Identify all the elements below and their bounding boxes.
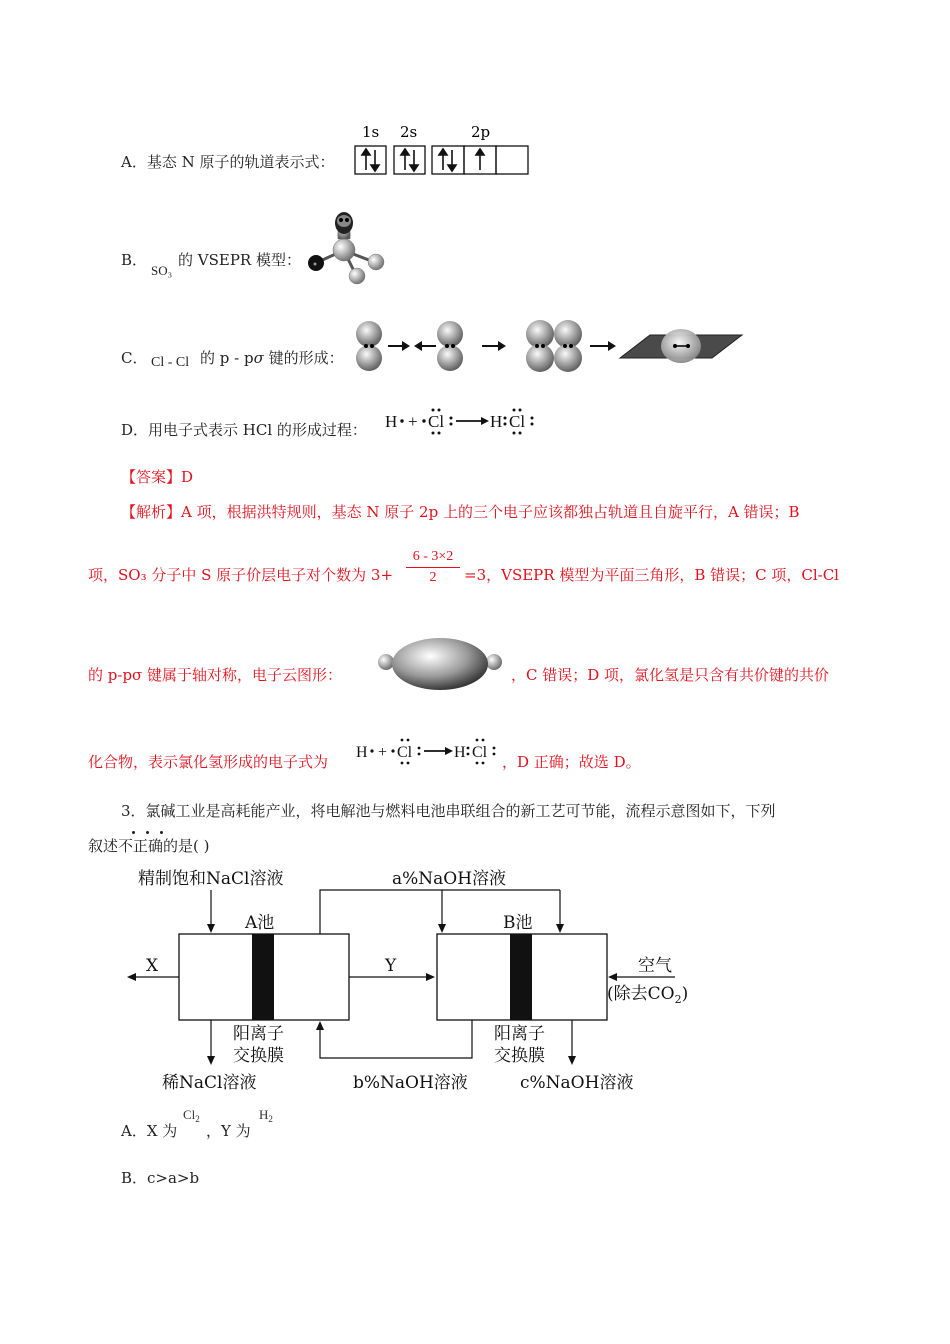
- analysis-line-2-post: =3，VSEPR 模型为平面三角形，B 错误；C 项，Cl-Cl: [464, 566, 839, 584]
- svg-text:H: H: [356, 744, 368, 761]
- outlet-naoh-b-label: b%NaOH溶液: [353, 1073, 468, 1093]
- emphasis-dot: [132, 831, 135, 834]
- air-label: 空气: [638, 956, 672, 976]
- option-c-prefix: C．: [121, 349, 148, 367]
- analysis-line-2-pre: 项，SO₃ 分子中 S 原子价层电子对个数为 3+: [88, 566, 394, 584]
- option-3a-pre: A．X 为: [121, 1122, 178, 1140]
- x-formula-text: Cl: [183, 1107, 196, 1122]
- y-formula-sub: 2: [268, 1114, 273, 1124]
- product-y-label: Y: [385, 956, 397, 976]
- svg-text:Cl: Cl: [472, 744, 488, 761]
- feed-nacl-label: 精制饱和NaCl溶液: [138, 869, 284, 889]
- analysis-line-4-post: ，D 正确；故选 D。: [502, 753, 641, 771]
- fraction-bar: [406, 567, 460, 568]
- fraction-denominator: 2: [429, 570, 437, 585]
- sigma-bond-electron-cloud-image: [370, 634, 510, 694]
- option-3a-x-formula: [183, 1107, 200, 1124]
- outlet-dilute-nacl-label: 稀NaCl溶液: [162, 1073, 257, 1093]
- orbital-header-2p: 2p: [471, 123, 491, 141]
- analysis-line-3-post: ，C 错误；D 项，氯化氢是只含有共价键的共价: [511, 666, 830, 684]
- option-b-label: [121, 250, 147, 270]
- pool-a-label: A池: [245, 913, 275, 933]
- option-3a-mid: ，Y 为: [206, 1122, 251, 1140]
- option-b-molecule: SO₃: [151, 263, 173, 278]
- orbital-header-2s: 2s: [400, 123, 418, 141]
- y-formula-text: H: [259, 1107, 269, 1122]
- x-formula-sub: 2: [195, 1114, 200, 1124]
- question-3-line-1: 3．氯碱工业是高耗能产业，将电解池与燃料电池串联组合的新工艺可节能，流程示意图如下，下列: [121, 802, 776, 820]
- option-c-rest: [200, 348, 344, 368]
- svg-text:H: H: [454, 744, 466, 761]
- option-b-prefix: B．: [121, 251, 148, 269]
- svg-text:Cl: Cl: [509, 412, 526, 431]
- membrane-b-line-1: 阳离子: [494, 1024, 545, 1044]
- emphasis-dot: [146, 831, 149, 834]
- svg-text:H: H: [385, 412, 398, 431]
- svg-text:Cl: Cl: [428, 412, 445, 431]
- air-note-label: (除去$CO_2$): [607, 984, 689, 1006]
- option-b-suffix: 的 VSEPR 模型：: [178, 251, 301, 269]
- membrane-a-line-1: 阳离子: [233, 1024, 284, 1044]
- emphasis-dot: [160, 831, 163, 834]
- option-d-label: D．用电子式表示 HCl 的形成过程：: [121, 421, 367, 439]
- option-a-label: A．基态 N 原子的轨道表示式：: [121, 153, 335, 171]
- svg-text:Cl: Cl: [397, 744, 413, 761]
- answer-text: 【答案】D: [121, 468, 194, 486]
- option-c-suffix: 键的形成：: [263, 349, 344, 367]
- chlor-alkali-flow-diagram: [110, 862, 710, 1097]
- membrane-b-line-2: 交换膜: [494, 1046, 545, 1066]
- orbital-diagram: [350, 118, 535, 178]
- option-c-molecule: Cl - Cl: [151, 355, 190, 370]
- fraction-numerator: 6 - 3×2: [412, 549, 454, 564]
- analysis-line-1: 【解析】A 项，根据洪特规则，基态 N 原子 2p 上的三个电子应该都独占轨道且自旋平行，A 错误；B: [121, 503, 800, 521]
- outlet-naoh-c-label: c%NaOH溶液: [520, 1073, 634, 1093]
- vsepr-model-image: [300, 205, 390, 290]
- analysis-line-3-pre: 的 p-pσ 键属于轴对称，电子云图形：: [88, 666, 343, 684]
- product-x-label: X: [146, 956, 159, 976]
- hcl-electron-formula-d: [383, 403, 543, 439]
- membrane-a-line-2: 交换膜: [233, 1046, 284, 1066]
- hcl-electron-formula-analysis: [354, 734, 504, 770]
- option-c-sigma: σ: [253, 349, 264, 367]
- option-3a-y-formula: [259, 1107, 273, 1124]
- pool-b-label: B池: [503, 913, 533, 933]
- orbital-header-1s: 1s: [362, 123, 380, 141]
- fraction: [404, 548, 462, 587]
- feed-naoh-a-label: a%NaOH溶液: [392, 869, 507, 889]
- question-3-line-2: 叙述不正确的是( ): [88, 837, 210, 855]
- svg-text:+: +: [408, 412, 418, 431]
- analysis-line-4-pre: 化合物，表示氯化氢形成的电子式为: [88, 753, 329, 771]
- svg-text:H: H: [490, 412, 503, 431]
- option-c-mid: 的 p - p: [200, 349, 254, 367]
- option-3b-text: B．c>a>b: [121, 1169, 200, 1187]
- p-p-sigma-formation-image: [350, 316, 750, 376]
- svg-text:+: +: [378, 744, 388, 761]
